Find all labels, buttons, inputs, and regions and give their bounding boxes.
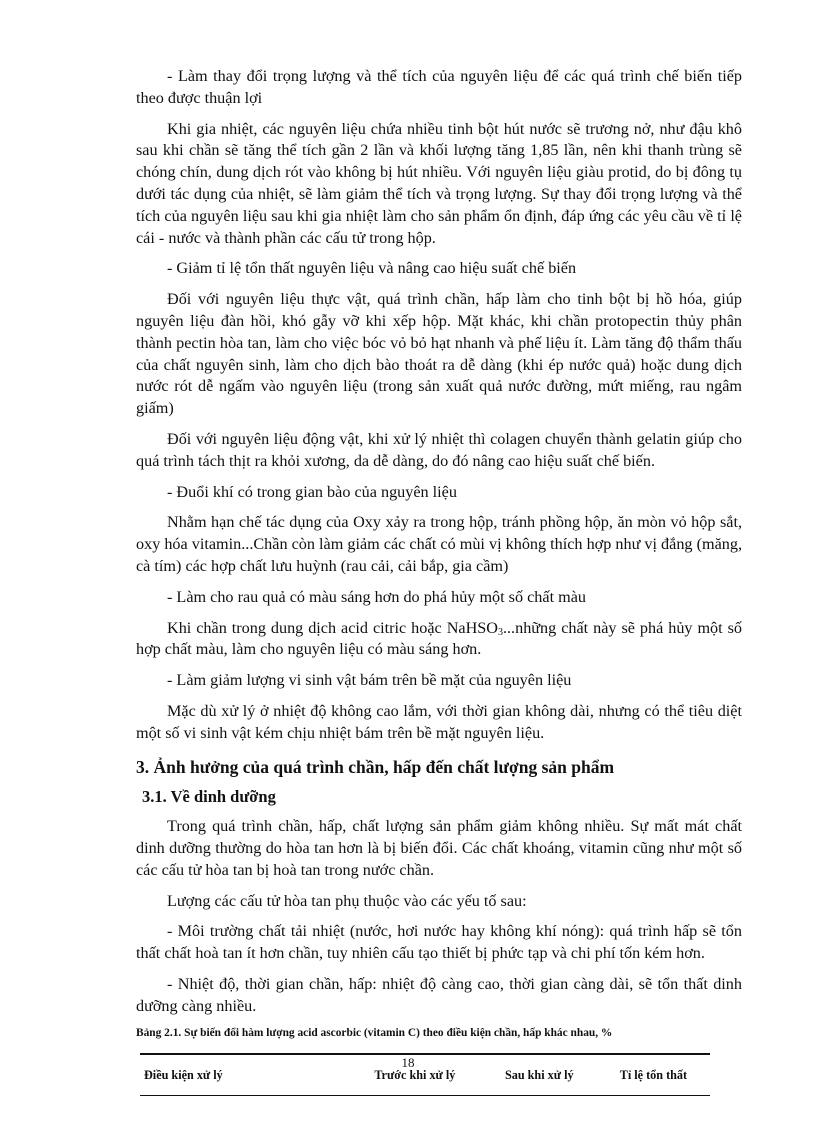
page-content — [136, 66, 742, 1096]
paragraph-microbe-reduction: - Làm giảm lượng vi sinh vật bám trên bề mặt của nguyên liệu — [167, 671, 572, 690]
paragraph-brighter-color: - Làm cho rau quả có màu sáng hơn do phá hủy một số chất màu — [167, 587, 586, 606]
paragraph-citric-nahso3 — [136, 618, 742, 662]
paragraph-heat-medium: - Môi trường chất tải nhiệt (nước, hơi nước hay không khí nóng): quá trình hấp sẽ tổn thất chất hoà tan ít hơn chần, tuy nhiên cấu tạo thiết bị phức tạp và chi phí tốn kém hơn. — [136, 922, 742, 963]
paragraph-animal-material: Đối với nguyên liệu động vật, khi xử lý nhiệt thì colagen chuyển thành gelatin giúp cho quá trình tách thịt ra khỏi xương, da dễ dàng, do đó nâng cao hiệu suất chế biến. — [136, 429, 742, 470]
text-nahso3-subscript: 3 — [497, 626, 503, 638]
text-nahso3-before: Khi chần trong dung dịch acid citric hoặc NaHSO — [167, 618, 498, 637]
paragraph-microbe-detail: Mặc dù xử lý ở nhiệt độ không cao lắm, với thời gian không dài, nhưng có thể tiêu diệt một số vi sinh vật kém chịu nhiệt bám trên bề mặt nguyên liệu. — [136, 701, 742, 742]
paragraph-weight-volume: - Làm thay đổi trọng lượng và thể tích của nguyên liệu để các quá trình chế biến tiếp theo được thuận lợi — [136, 67, 742, 107]
table-caption: Bảng 2.1. Sự biến đổi hàm lượng acid ascorbic (vitamin C) theo điều kiện chần, hấp khác nhau, % — [136, 1027, 613, 1040]
paragraph-loss-reduction: - Giảm tỉ lệ tổn thất nguyên liệu và nâng cao hiệu suất chế biến — [167, 259, 577, 278]
paragraph-nutrition-loss: Trong quá trình chần, hấp, chất lượng sản phẩm giảm không nhiều. Sự mất mát chất dinh dưỡng thường do hòa tan hơn là bị biến đổi. Các chất khoáng, vitamin cũng như một số các cấu tử hòa tan bị hoà tan trong nước chần. — [136, 817, 742, 879]
table-header-condition: Điều kiện xử lý — [140, 1054, 348, 1095]
paragraph-air-removal: - Đuổi khí có trong gian bào của nguyên liệu — [167, 482, 457, 501]
table-header-loss-rate: Tỉ lệ tổn thất — [597, 1054, 710, 1095]
page-number: 18 — [401, 1055, 415, 1070]
paragraph-starch-swelling: Khi gia nhiệt, các nguyên liệu chứa nhiều tinh bột hút nước sẽ trương nở, như đậu khô sau khi chần sẽ tăng thể tích gần 2 lần và khối lượng tăng 1,85 lần, nên khi thanh trùng sẽ chóng chín, dung dịch rót vào không bị hút nhiều. Với nguyên liệu giàu protid, do bị đông tụ dưới tác dụng của nhiệt, sẽ làm giảm thể tích và trọng lượng. Sự thay đổi trọng lượng và thể tích của nguyên liệu sau khi gia nhiệt làm cho sản phẩm ổn định, đáp ứng các yêu cầu về tỉ lệ cái - nước và thành phần các cấu tử trong hộp. — [136, 119, 742, 247]
table-header-after: Sau khi xử lý — [482, 1054, 597, 1095]
paragraph-soluble-factors: Lượng các cấu tử hòa tan phụ thuộc vào các yếu tố sau: — [167, 891, 527, 910]
paragraph-plant-material: Đối với nguyên liệu thực vật, quá trình chần, hấp làm cho tinh bột bị hồ hóa, giúp nguyên liệu đàn hồi, khó gẫy vỡ khi xếp hộp. Mặt khác, khi chần protopectin thủy phân thành pectin hòa tan, làm cho việc bóc vỏ bỏ hạt nhanh và phế liệu ít. Làm tăng độ thẩm thấu của chất nguyên sinh, làm cho dịch bào thoát ra dễ dàng (khi ép nước quả) hoặc dung dịch nước rót dễ ngấm vào nguyên liệu (trong sản xuất quả nước đường, mứt miếng, rau ngâm giấm) — [136, 290, 742, 418]
paragraph-oxygen-effects: Nhằm hạn chế tác dụng của Oxy xảy ra trong hộp, tránh phồng hộp, ăn mòn vỏ hộp sắt, oxy hóa vitamin...Chần còn làm giảm các chất có mùi vị không thích hợp như vị đắng (măng, cà tím) các hợp chất lưu huỳnh (rau cải, cải bắp, gia cầm) — [136, 513, 742, 575]
subsection-heading: 3.1. Về dinh dưỡng — [142, 787, 276, 807]
table-header-before: Trước khi xử lý — [348, 1054, 482, 1095]
paragraph-temperature-time: - Nhiệt độ, thời gian chần, hấp: nhiệt độ càng cao, thời gian càng dài, sẽ tổn thất dinh dưỡng càng nhiều. — [136, 974, 742, 1015]
section-heading: 3. Ảnh hưởng của quá trình chần, hấp đến chất lượng sản phẩm — [136, 756, 615, 777]
text-nahso3-after: ...những chất này sẽ phá hủy một số hợp chất màu, làm cho nguyên liệu có màu sáng hơn. — [136, 618, 742, 659]
